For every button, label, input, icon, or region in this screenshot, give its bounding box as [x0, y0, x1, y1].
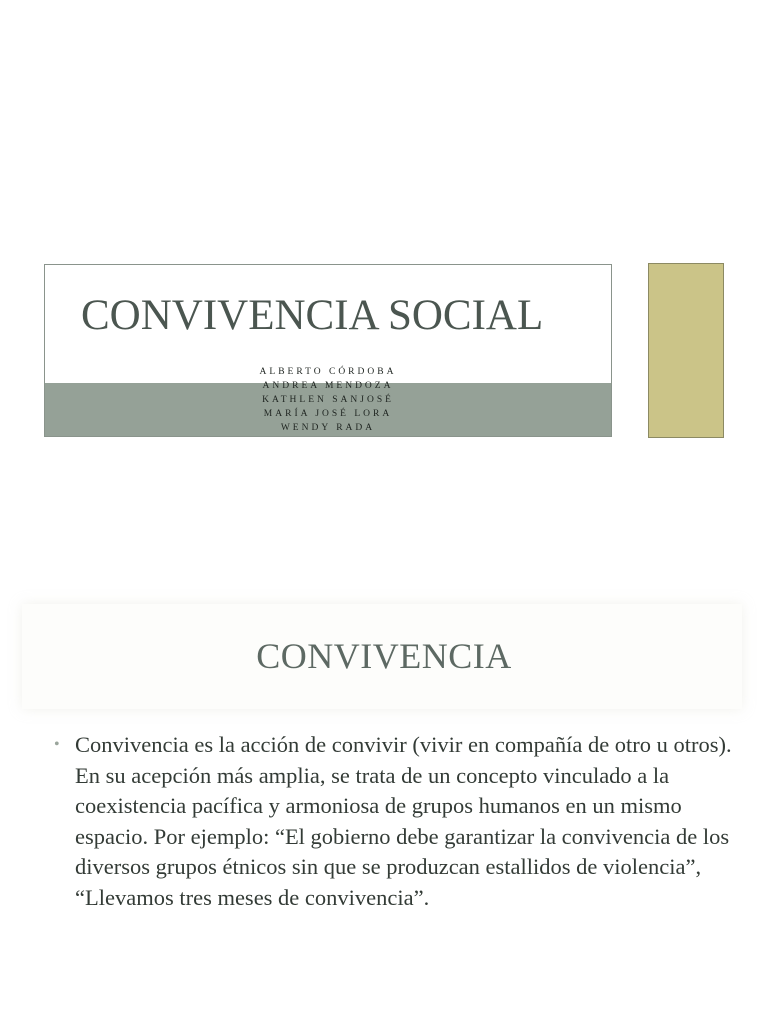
bullet-icon: •: [54, 736, 60, 753]
author-list: [45, 365, 611, 435]
accent-box: [648, 263, 724, 438]
content-slide: [0, 590, 768, 1024]
title-box: [44, 264, 612, 437]
author-name: WENDY RADA: [280, 423, 376, 433]
main-title: CONVIVENCIA SOCIAL: [81, 292, 544, 339]
author-name: ALBERTO CÓRDOBA: [259, 367, 397, 377]
slide-title: CONVIVENCIA: [256, 636, 512, 676]
author-name: ANDREA MENDOZA: [262, 381, 394, 391]
content-list: [54, 730, 734, 913]
paragraph-text: Convivencia es la acción de convivir (vivir en compañía de otro u otros). En su acepción más amplia, se trata de un concepto vinculado a la coexistencia pacífica y armoniosa de grupos humanos en un mismo espacio. Por ejemplo: “El gobierno debe garantizar la convivencia de los diversos grupos étnicos sin que se produzcan estallidos de violencia”, “Llevamos tres meses de convivencia”.: [75, 732, 732, 910]
author-name: MARÍA JOSÉ LORA: [263, 409, 393, 419]
author-name: KATHLEN SANJOSÉ: [262, 395, 394, 405]
list-item: [54, 730, 734, 913]
